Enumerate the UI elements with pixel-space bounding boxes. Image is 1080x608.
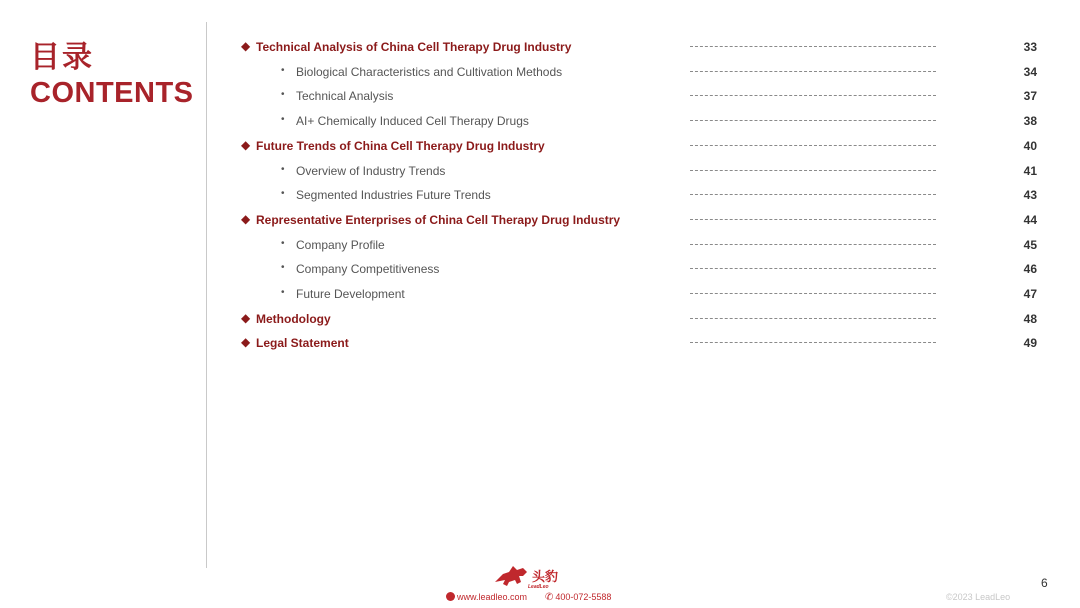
diamond-bullet-icon: ◆ [241,335,251,350]
diamond-bullet-icon: ◆ [241,310,251,325]
dotted-leader [690,219,936,220]
globe-icon [446,592,455,601]
toc-page-number: 38 [1023,114,1037,129]
toc-page-number: 47 [1023,287,1037,301]
toc-section[interactable] [0,137,1080,155]
diamond-bullet-icon: ◆ [241,137,251,152]
toc-label: Technical Analysis [296,89,394,104]
toc-subsection[interactable] [0,112,1080,130]
toc-subsection[interactable] [0,162,1080,180]
diamond-bullet-icon: ◆ [241,39,251,53]
toc-label: Company Competitiveness [296,262,440,277]
toc-subsection[interactable] [0,285,1080,303]
page-number: 6 [1041,576,1048,590]
dot-bullet-icon: • [281,237,285,249]
toc-section[interactable] [0,211,1080,229]
toc-label: Segmented Industries Future Trends [296,188,491,203]
toc-label: Legal Statement [256,336,349,351]
footer-website[interactable] [446,592,527,602]
dot-bullet-icon: • [281,163,285,175]
dotted-leader [690,293,936,294]
toc-label: Overview of Industry Trends [296,163,446,178]
toc-page-number: 44 [1023,212,1037,227]
toc-subsection[interactable] [0,63,1080,81]
toc-section[interactable] [0,334,1080,352]
toc-label: Company Profile [296,237,385,252]
title-english: CONTENTS [30,77,194,109]
logo-text: 头豹 [532,570,559,585]
dotted-leader [690,244,936,245]
toc-section[interactable] [0,38,1080,56]
phone-icon: ✆ [545,592,554,603]
toc-page-number: 49 [1023,336,1037,351]
toc-subsection[interactable] [0,87,1080,105]
dotted-leader [690,71,936,72]
dot-bullet-icon: • [281,262,285,274]
diamond-bullet-icon: ◆ [241,211,251,226]
toc-page-number: 34 [1023,64,1037,79]
dot-bullet-icon: • [281,114,285,126]
toc-label: Technical Analysis of China Cell Therapy Drug Industry [256,40,572,54]
toc-page-number: 33 [1023,40,1037,54]
toc-section[interactable] [0,310,1080,328]
dotted-leader [690,46,936,47]
toc-page-number: 46 [1023,262,1037,277]
logo-subtext: LeadLeo [528,584,549,590]
toc-subsection[interactable] [0,236,1080,254]
toc-page-number: 45 [1023,237,1037,252]
dot-bullet-icon: • [281,64,285,76]
toc-label: Future Trends of China Cell Therapy Drug Industry [256,138,545,153]
dotted-leader [690,342,936,343]
dotted-leader [690,145,936,146]
dotted-leader [690,170,936,171]
dot-bullet-icon: • [281,89,285,101]
toc-page-number: 41 [1023,163,1037,178]
dotted-leader [690,268,936,269]
toc-label: Future Development [296,287,405,301]
title-chinese: 目录 [30,40,94,75]
toc-subsection[interactable] [0,186,1080,204]
dotted-leader [690,318,936,319]
toc-label: Methodology [256,311,331,326]
toc-page-number: 43 [1023,188,1037,203]
dotted-leader [690,95,936,96]
toc-label: Representative Enterprises of China Cell Therapy Drug Industry [256,212,621,227]
toc-subsection[interactable] [0,260,1080,278]
copyright: ©2023 LeadLeo [946,592,1011,602]
phone-text: 400-072-5588 [555,592,612,602]
toc-page-number: 40 [1023,138,1037,153]
toc-label: Biological Characteristics and Cultivation Methods [296,64,563,79]
toc-label: AI+ Chemically Induced Cell Therapy Drugs [296,114,529,129]
toc-page-number: 37 [1023,89,1037,104]
dotted-leader [690,120,936,121]
dotted-leader [690,194,936,195]
footer-phone[interactable] [545,592,611,603]
dot-bullet-icon: • [281,188,285,200]
dot-bullet-icon: • [281,287,285,298]
toc-page-number: 48 [1023,311,1037,326]
website-text: www.leadleo.com [457,592,528,602]
